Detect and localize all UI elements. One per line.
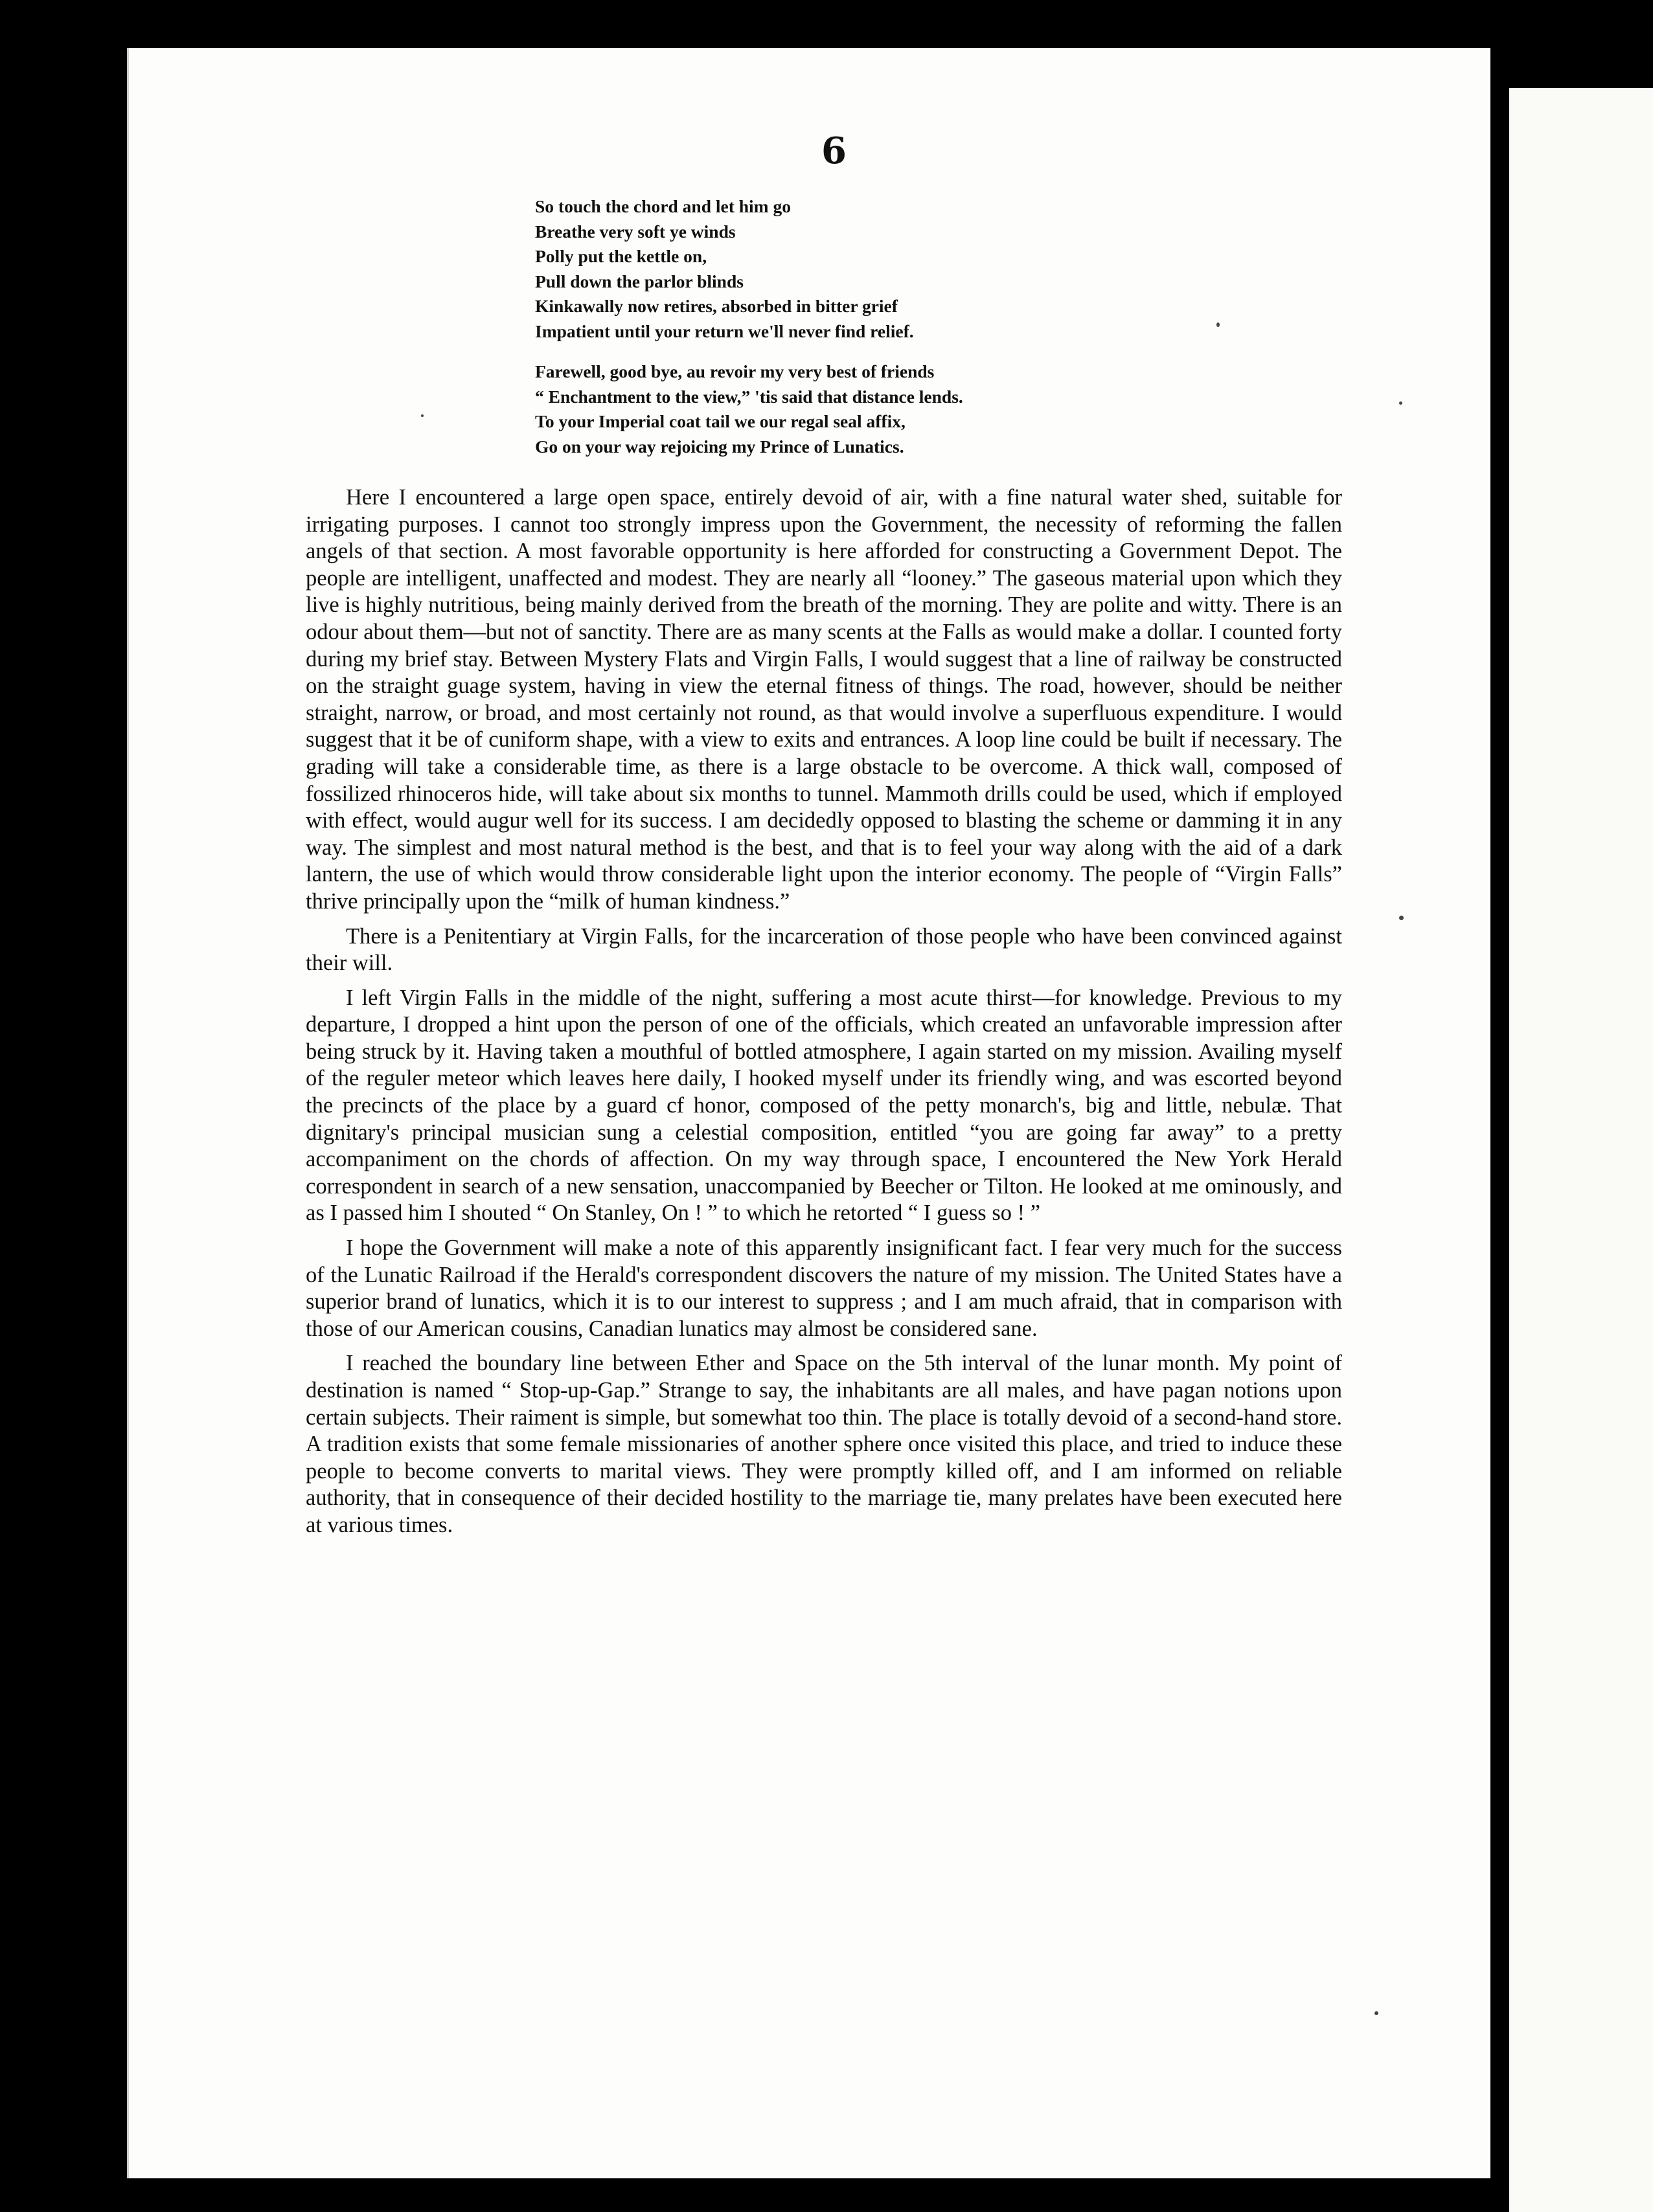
poem-line: So touch the chord and let him go xyxy=(535,196,791,216)
paragraph: Here I encountered a large open space, entirely devoid of air, with a fine natural water shed, suitable for irrigating purposes. I cannot too strongly impress upon the Government, the necessity of reforming the fallen angels of that section. A most favorable opportunity is here afforded for constructing a Government Depot. The people are intelligent, unaffected and modest. They are nearly all “looney.” The gaseous material upon which they live is highly nutritious, being mainly derived from the breath of the morning. They are polite and witty. There is an odour about them—but not of sanctity. There are as many scents at the Falls as would make a dollar. I counted forty during my brief stay. Between Mystery Flats and Virgin Falls, I would suggest that a line of railway be constructed on the straight guage system, having in view the eternal fitness of things. The road, however, should be neither straight, narrow, or broad, and most certainly not round, as that would involve a superfluous expenditure. I would suggest that it be of cuniform shape, with a view to exits and entrances. A loop line could be built if necessary. The grading will take a considerable time, as there is a large obstacle to be overcome. A thick wall, composed of fossilized rhinoceros hide, will take about six months to tunnel. Mammoth drills could be used, which if employed with effect, would augur well for its success. I am decidedly opposed to blasting the scheme or damming it in any way. The simplest and most natural method is the best, and that is to feel your way along with the aid of a dark lantern, the use of which would throw considerable light upon the interior economy. The people of “Virgin Falls” thrive principally upon the “milk of human kindness.” xyxy=(306,485,1342,914)
scan-speck xyxy=(1399,401,1402,405)
poem-line: Impatient until your return we'll never find relief. xyxy=(535,321,914,341)
paragraph: I left Virgin Falls in the middle of the night, suffering a most acute thirst—for knowledge. Previous to my departure, I dropped a hint upon the person of one of the officials, which created an unfavorable impression after being struck by it. Having taken a mouthful of bottled atmosphere, I again started on my mission. Availing myself of the reguler meteor which leaves here daily, I hooked myself under its friendly wing, and was escorted beyond the precincts of the place by a guard cf honor, composed of the petty monarch's, big and little, nebulæ. That dignitary's principal musician sung a celestial composition, entitled “you are going far away” to a pretty accompaniment on the chords of affection. On my way through space, I encountered the New York Herald correspondent in search of a new sensation, unaccompanied by Beecher or Tilton. He looked at me ominously, and as I passed him I shouted “ On Stanley, On ! ” to which he retorted “ I guess so ! ” xyxy=(306,985,1342,1226)
poem-line: Pull down the parlor blinds xyxy=(535,271,744,291)
page-number: 6 xyxy=(821,130,847,172)
poem-line: Polly put the kettle on, xyxy=(535,246,707,266)
poem-stanza xyxy=(535,194,1183,344)
poem-line: Farewell, good bye, au revoir my very best of friends xyxy=(535,361,935,381)
poem-line: “ Enchantment to the view,” 'tis said that distance lends. xyxy=(535,386,963,407)
body-text xyxy=(306,484,1342,1547)
adjacent-page-edge xyxy=(1509,88,1653,2212)
poem-line: To your Imperial coat tail we our regal seal affix, xyxy=(535,411,906,431)
poem-line: Go on your way rejoicing my Prince of Lunatics. xyxy=(535,436,904,457)
paragraph: I hope the Government will make a note of this apparently insignificant fact. I fear very much for the success of the Lunatic Railroad if the Herald's correspondent discovers the nature of my mission. The United States have a superior brand of lunatics, which it is to our interest to suppress ; and I am much afraid, that in comparison with those of our American cousins, Canadian lunatics may almost be considered sane. xyxy=(306,1236,1342,1341)
scan-speck xyxy=(421,414,424,417)
poem-line: Kinkawally now retires, absorbed in bitter grief xyxy=(535,296,898,316)
paragraph: There is a Penitentiary at Virgin Falls, for the incarceration of those people who have been convinced against their will. xyxy=(306,923,1342,976)
scan-speck xyxy=(1374,2011,1378,2015)
scan-speck xyxy=(1399,916,1404,920)
poem-line: Breathe very soft ye winds xyxy=(535,221,736,242)
paragraph: I reached the boundary line between Ether and Space on the 5th interval of the lunar month. My point of destination is named “ Stop-up-Gap.” Strange to say, the inhabitants are all males, and have pagan notions upon certain subjects. Their raiment is simple, but somewhat too thin. The place is totally devoid of a second-hand store. A tradition exists that some female missionaries of another sphere once visited this place, and tried to induce these people to become converts to marital views. They were promptly killed off, and I am informed on reliable authority, that in consequence of their decided hostility to the marriage tie, many prelates have been executed here at various times. xyxy=(306,1351,1342,1537)
scan-speck xyxy=(1216,322,1220,327)
poem-stanza xyxy=(535,359,1183,459)
